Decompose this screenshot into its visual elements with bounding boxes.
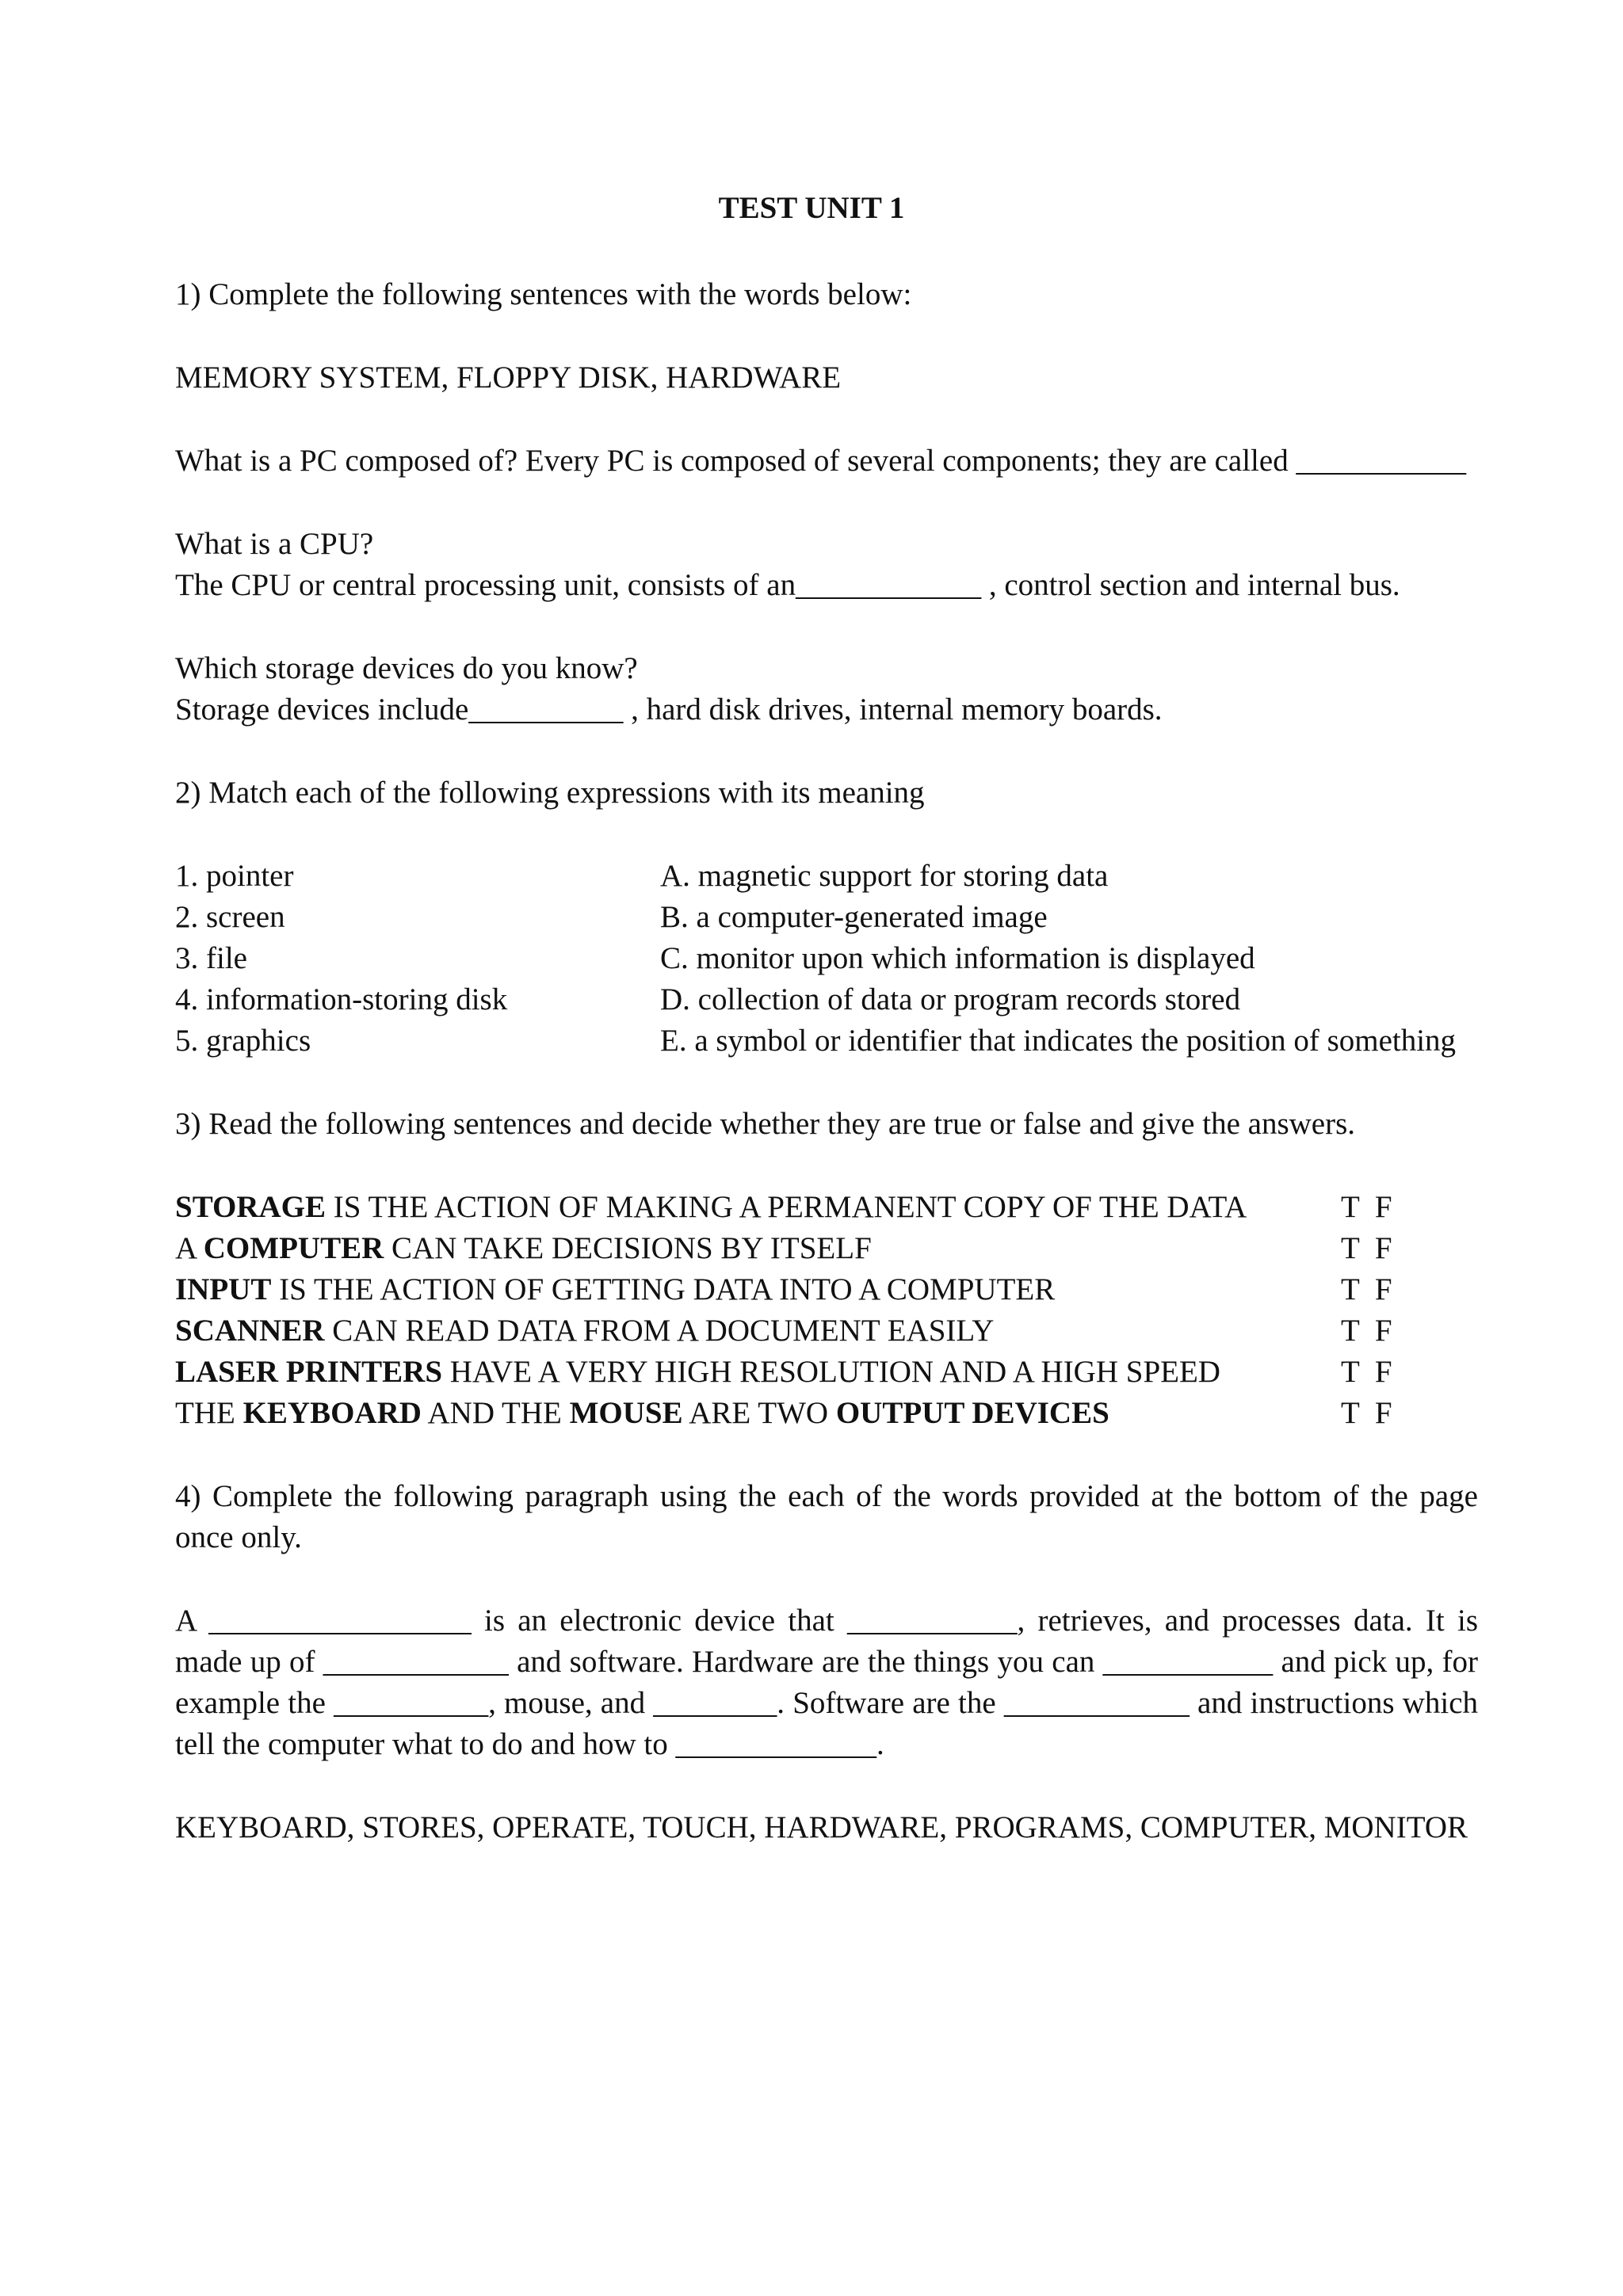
tf-choice[interactable]: T F [1341,1314,1392,1348]
tf-statement: SCANNER CAN READ DATA FROM A DOCUMENT EASILY [175,1314,995,1348]
section4-paragraph: A _________________ is an electronic device that ___________, retrieves, and processes data. It is made up of ____________ and software. Hardware are the things you can ___________ and pick up, for example the __________, mouse, and ________. Software are the ____________ and instructions which tell the computer what to do and how to _____________. [175,1604,1478,1761]
match-term: 2. screen [175,900,285,934]
section1-sentence-storage: Storage devices include__________ , hard disk drives, internal memory boards. [175,692,1163,727]
tf-choice[interactable]: T F [1341,1231,1392,1265]
match-meaning: E. a symbol or identifier that indicates the position of something [660,1024,1457,1058]
section1-instruction: 1) Complete the following sentences with the words below: [175,277,912,311]
tf-statement: STORAGE IS THE ACTION OF MAKING A PERMANENT COPY OF THE DATA [175,1190,1247,1224]
section4-instruction: 4) Complete the following paragraph using the each of the words provided at the bottom of the page once only. [175,1479,1478,1554]
tf-choice[interactable]: T F [1341,1272,1392,1306]
tf-statement: A COMPUTER CAN TAKE DECISIONS BY ITSELF [175,1231,872,1265]
match-term: 5. graphics [175,1024,311,1058]
section1-question-cpu: What is a CPU? [175,527,374,561]
match-meaning: D. collection of data or program records stored [660,982,1241,1016]
match-term: 4. information-storing disk [175,982,508,1016]
tf-statement: LASER PRINTERS HAVE A VERY HIGH RESOLUTION AND A HIGH SPEED [175,1355,1220,1389]
tf-statement: INPUT IS THE ACTION OF GETTING DATA INTO A COMPUTER [175,1272,1056,1306]
match-term: 3. file [175,941,247,975]
section3-instruction: 3) Read the following sentences and decide whether they are true or false and give the answers. [175,1107,1356,1141]
tf-statement: THE KEYBOARD AND THE MOUSE ARE TWO OUTPUT DEVICES [175,1396,1109,1430]
page-title: TEST UNIT 1 [718,191,905,225]
section1-word-bank: MEMORY SYSTEM, FLOPPY DISK, HARDWARE [175,360,842,395]
match-meaning: C. monitor upon which information is displayed [660,941,1255,975]
section1-question-storage: Which storage devices do you know? [175,651,638,685]
match-meaning: B. a computer-generated image [660,900,1048,934]
tf-choice[interactable]: T F [1341,1190,1392,1224]
section4-word-bank: KEYBOARD, STORES, OPERATE, TOUCH, HARDWARE, PROGRAMS, COMPUTER, MONITOR [175,1810,1468,1844]
section1-sentence-cpu: The CPU or central processing unit, consists of an____________ , control section and internal bus. [175,568,1400,602]
tf-choice[interactable]: T F [1341,1355,1392,1389]
section1-question-pc: What is a PC composed of? Every PC is composed of several components; they are called ___________ [175,444,1466,478]
match-term: 1. pointer [175,859,294,893]
tf-choice[interactable]: T F [1341,1396,1392,1430]
section2-instruction: 2) Match each of the following expressions with its meaning [175,776,925,810]
match-meaning: A. magnetic support for storing data [660,859,1109,893]
